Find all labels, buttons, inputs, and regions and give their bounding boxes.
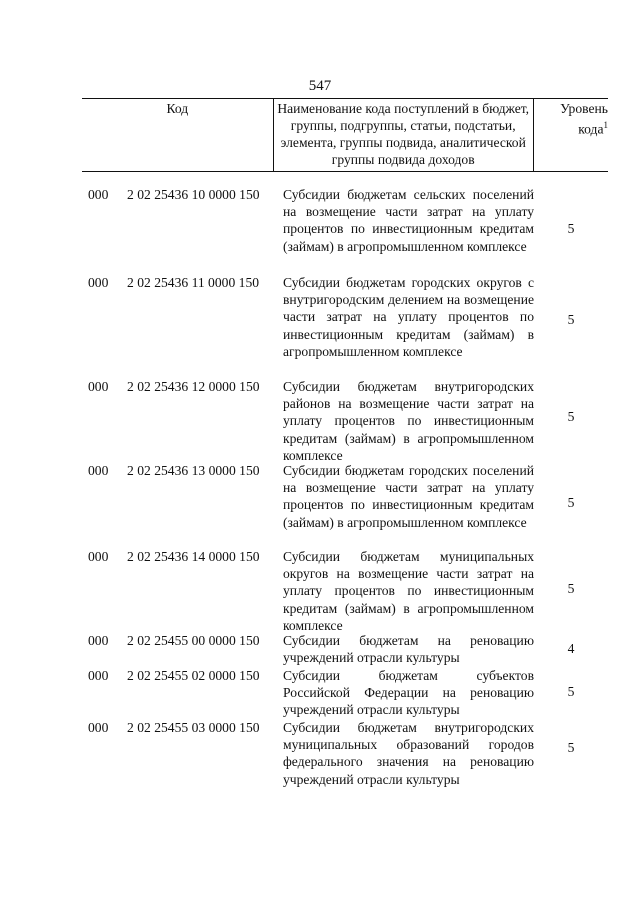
header-name: Наименование кода поступлений в бюджет, группы, подгруппы, статьи, подстатьи, элемента, группы подвида, аналитической группы подвида доходов [273, 99, 533, 172]
table-row [0, 274, 640, 378]
admin-code: 000 [88, 668, 109, 683]
level-value: 5 [567, 684, 575, 699]
header-code: Код [82, 99, 273, 172]
revenue-code: 2 02 25436 10 0000 150 [127, 187, 260, 202]
admin-code: 000 [88, 275, 109, 290]
admin-code: 000 [88, 549, 109, 564]
table-body [0, 186, 640, 789]
admin-code: 000 [88, 379, 109, 394]
level-value: 4 [567, 641, 575, 656]
page-number: 547 [308, 78, 332, 94]
revenue-name: Субсидии бюджетам на реновацию учреждений отрасли культуры [283, 633, 534, 666]
level-footnote-marker: 1 [603, 120, 608, 130]
level-value: 5 [567, 221, 575, 236]
admin-code: 000 [88, 720, 109, 735]
admin-code: 000 [88, 633, 109, 648]
level-value: 5 [567, 312, 575, 327]
revenue-code: 2 02 25436 14 0000 150 [127, 549, 260, 564]
revenue-code: 2 02 25455 00 0000 150 [127, 633, 260, 648]
revenue-code: 2 02 25436 12 0000 150 [127, 379, 260, 394]
admin-code: 000 [88, 463, 109, 478]
table-row [0, 548, 640, 632]
table-row [0, 632, 640, 667]
table-row [0, 667, 640, 719]
table-row [0, 719, 640, 789]
table-row [0, 186, 640, 274]
revenue-name: Субсидии бюджетам муниципальных округов на возмещение части затрат на уплату процентов по инвестиционным кредитам (займам) в агропромышленном комплексе [283, 549, 534, 633]
level-value: 5 [567, 581, 575, 596]
header-level: Уровень кода$^1$ [533, 99, 608, 172]
level-value: 5 [567, 740, 575, 755]
revenue-name: Субсидии бюджетам внутригородских районов на возмещение части затрат на уплату процентов по инвестиционным кредитам (займам) в агропромышленном комплексе [283, 379, 534, 463]
revenue-name: Субсидии бюджетам городских поселений на возмещение части затрат на уплату процентов по инвестиционным кредитам (займам) в агропромышленном комплексе [283, 463, 534, 530]
level-value: 5 [567, 495, 575, 510]
revenue-code: 2 02 25455 02 0000 150 [127, 668, 260, 683]
level-value: 5 [567, 409, 575, 424]
revenue-code: 2 02 25436 13 0000 150 [127, 463, 260, 478]
table-header [82, 98, 608, 172]
revenue-code: 2 02 25436 11 0000 150 [127, 275, 260, 290]
revenue-name: Субсидии бюджетам субъектов Российской Федерации на реновацию учреждений отрасли культуры [283, 668, 534, 718]
revenue-name: Субсидии бюджетам внутригородских муниципальных образований городов федерального значения на реновацию учреждений отрасли культуры [283, 720, 534, 787]
table-row [0, 462, 640, 548]
table-row [0, 378, 640, 462]
revenue-code: 2 02 25455 03 0000 150 [127, 720, 260, 735]
revenue-name: Субсидии бюджетам городских округов с внутригородским делением на возмещение части затрат на уплату процентов по инвестиционным кредитам (займам) в агропромышленном комплексе [283, 275, 534, 359]
admin-code: 000 [88, 187, 109, 202]
revenue-name: Субсидии бюджетам сельских поселений на возмещение части затрат на уплату процентов по инвестиционным кредитам (займам) в агропромышленном комплексе [283, 187, 534, 254]
